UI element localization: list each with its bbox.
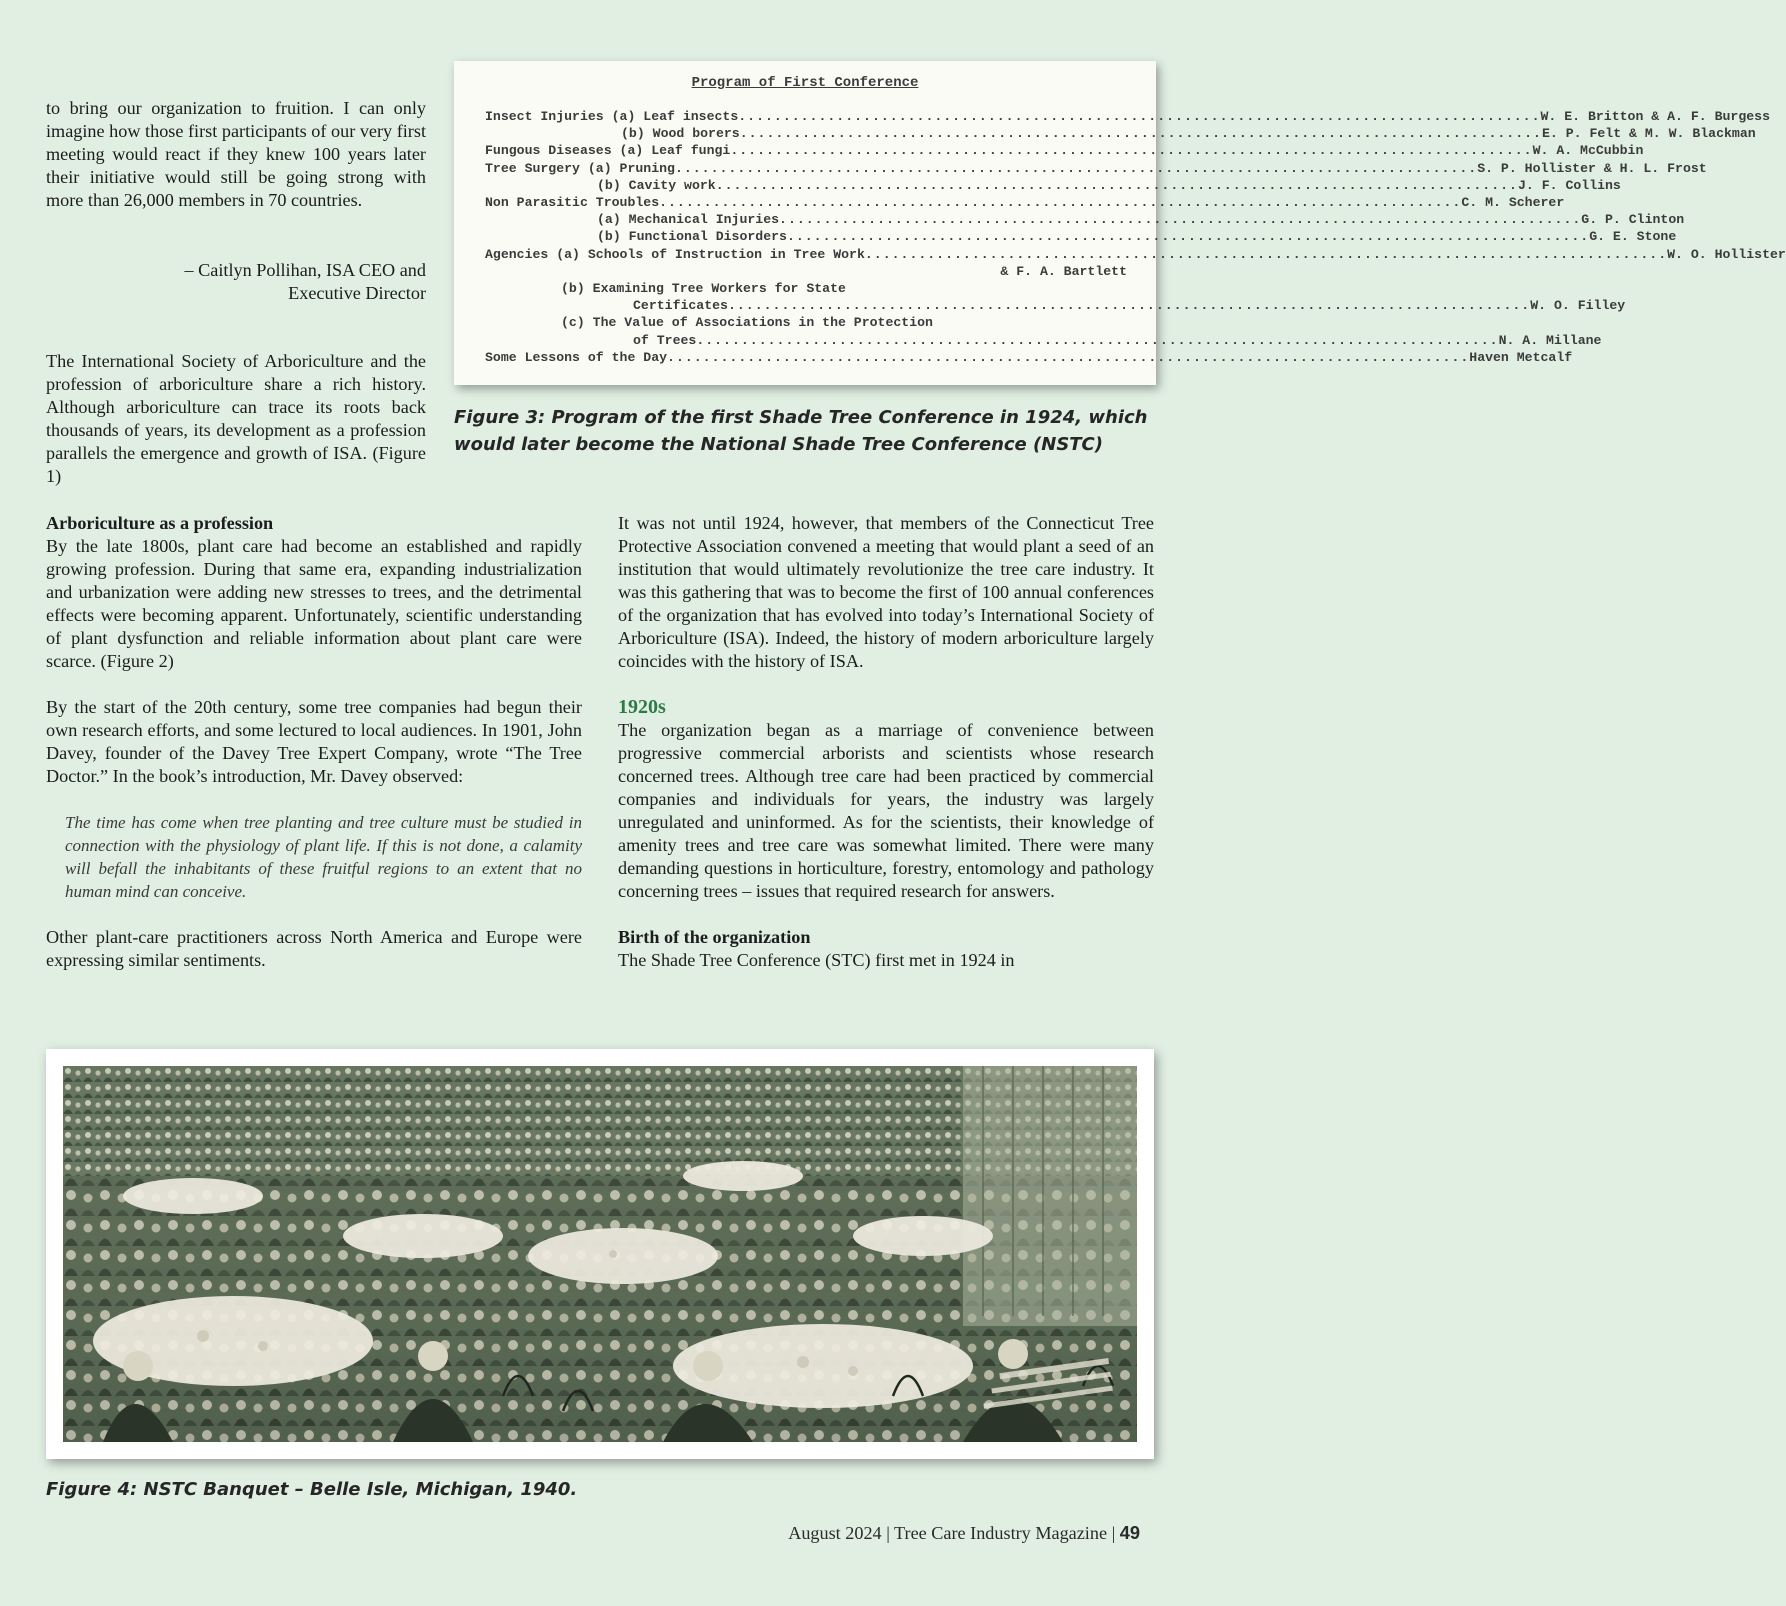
program-speaker: S. P. Hollister & H. L. Frost (1477, 160, 1707, 176)
paragraph: Other plant-care practitioners across North America and Europe were expressing similar sentiments. (46, 927, 582, 970)
program-topic: Insect Injuries (a) Leaf insects (485, 109, 739, 124)
paragraph: By the start of the 20th century, some tree companies had begun their own research efforts, and some lectured to local audiences. In 1901, John Davey, founder of the Davey Tree Expert Company, wrote “The Tree Doctor.” In the book’s introduction, Mr. Davey observed: (46, 697, 582, 786)
leader-dots: .......................................................................................... (730, 143, 1533, 159)
program-topic: Certificates (633, 298, 728, 314)
program-row (485, 142, 1644, 159)
program-row (485, 349, 1573, 366)
program-topic: (b) Wood borers (621, 126, 740, 142)
leader-dots: .......................................................................................... (739, 126, 1542, 142)
program-speaker: N. A. Millane (1498, 332, 1602, 348)
paragraph: The organization began as a marriage of convenience between progressive commercial arborists and scientists whose research concerned trees. Although tree care had been practiced by commercial companies and individuals for years, the industry was largely unregulated and uninformed. As for the scientists, their knowledge of amenity trees and tree care was somewhat limited. There were many demanding questions in horticulture, forestry, entomology and pathology concerning trees – issues that required research for answers. (618, 720, 1154, 901)
banquet-photo (63, 1066, 1137, 1442)
program-topic: (b) Functional Disorders (597, 229, 787, 245)
program-topic: (c) The Value of Associations in the Protection (561, 315, 933, 331)
section-heading-profession: Arboriculture as a profession (46, 513, 274, 533)
page-footer (788, 1520, 1140, 1546)
program-topic: (a) Mechanical Injuries (597, 212, 780, 228)
program-speaker: W. E. Britton & A. F. Burgess (1540, 109, 1770, 124)
program-row (485, 314, 1127, 331)
program-speaker: C. M. Scherer (1461, 195, 1565, 210)
program-row (485, 194, 1565, 211)
paragraph: It was not until 1924, however, that members of the Connecticut Tree Protective Association convened a meeting that would plant a seed of an institution that would ultimately revolutionize the tree care industry. It was this gathering that was to become the first of 100 annual conferences of the organization that has evolved into today’s International Society of Arboriculture (ISA). Indeed, the history of modern arboriculture largely coincides with the history of ISA. (618, 513, 1154, 671)
leader-dots: .......................................................................................... (674, 160, 1478, 176)
program-row (485, 263, 1127, 280)
program-topic: Agencies (a) Schools of Instruction in Tree Work (485, 246, 865, 262)
program-topic: (b) Examining Tree Workers for State (561, 281, 846, 296)
program-topic: Fungous Diseases (a) Leaf fungi (485, 143, 731, 159)
program-speaker: W. A. McCubbin (1532, 143, 1644, 159)
leader-dots: .......................................................................................... (864, 246, 1668, 262)
history-paragraph: The International Society of Arboriculture and the profession of arboriculture share a rich history. Although arboriculture can trace its roots back thousands of years, its development as a profession parallels the emergence and growth of ISA. (Figure 1) (46, 351, 426, 486)
program-row (485, 108, 1770, 125)
leader-dots: .......................................................................................... (738, 109, 1541, 124)
section-heading-birth: Birth of the organization (618, 927, 811, 947)
leader-dots: .......................................................................................... (779, 212, 1582, 228)
program-row (485, 332, 1602, 349)
leader-dots: .......................................................................................... (727, 298, 1531, 314)
program-row (485, 297, 1626, 314)
program-speaker: E. P. Felt & M. W. Blackman (1541, 126, 1756, 142)
program-row (485, 228, 1677, 245)
section-heading-1920s: 1920s (618, 696, 666, 718)
program-speaker: G. P. Clinton (1581, 212, 1685, 228)
program-topic: Non Parasitic Troubles (485, 195, 660, 210)
program-row (485, 125, 1756, 142)
right-column (618, 512, 1154, 972)
program-speaker: G. E. Stone (1589, 229, 1677, 245)
paragraph: By the late 1800s, plant care had become an established and rapidly growing profession. During that same era, expanding industrialization and urbanization were adding new stresses to trees, and the detrimental effects were becoming apparent. Unfortunately, scientific understanding of plant dysfunction and reliable information about plant care were scarce. (Figure 2) (46, 536, 582, 671)
program-title: Program of First Conference (691, 75, 919, 91)
leader-dots: .......................................................................................... (715, 177, 1518, 193)
page-number: 49 (1119, 1523, 1140, 1543)
leader-dots: .......................................................................................... (659, 195, 1462, 210)
program-topic: (b) Cavity work (597, 177, 716, 193)
figure-3-caption: Figure 3: Program of the first Shade Tree Conference in 1924, which would later become the National Shade Tree Conference (NSTC) (454, 407, 1148, 455)
signature-name: – Caitlyn Pollihan, ISA CEO and (184, 260, 426, 280)
program-speaker: Haven Metcalf (1469, 349, 1573, 365)
left-column (46, 512, 582, 972)
figure-4-caption: Figure 4: NSTC Banquet – Belle Isle, Michigan, 1940. (46, 1479, 578, 1500)
footer-publication: August 2024 | Tree Care Industry Magazine | (788, 1523, 1116, 1543)
program-topic: Some Lessons of the Day (485, 349, 668, 365)
leader-dots: .......................................................................................... (696, 332, 1499, 348)
paragraph: The Shade Tree Conference (STC) first met in 1924 in (618, 950, 1015, 970)
leader-dots: .......................................................................................... (667, 349, 1470, 365)
program-speaker: W. O. Filley (1530, 298, 1626, 314)
signature-title: Executive Director (288, 283, 426, 303)
program-row (485, 160, 1707, 177)
figure-4-photo-frame (46, 1049, 1154, 1459)
program-speaker: W. O. Hollister (1667, 246, 1786, 262)
program-row (485, 246, 1786, 263)
program-topic: Tree Surgery (a) Pruning (485, 160, 675, 176)
figure-3-program (454, 61, 1786, 385)
program-row (485, 280, 1127, 297)
intro-paragraph: to bring our organization to fruition. I can only imagine how those first participants of our very first meeting would react if they knew 100 years later their initiative would still be going strong with more than 26,000 members in 70 countries. (46, 98, 426, 210)
program-speaker: J. F. Collins (1517, 177, 1621, 193)
program-speaker: & F. A. Bartlett (1000, 263, 1127, 279)
program-row (485, 211, 1685, 228)
davey-quote: The time has come when tree planting and tree culture must be studied in connection with the physiology of plant life. If this is not done, a calamity will befall the inhabitants of these fruitful regions to an extent that no human mind can conceive. (65, 813, 582, 901)
signature (46, 259, 426, 305)
leader-dots: .......................................................................................... (786, 229, 1590, 245)
program-row (485, 177, 1621, 194)
program-topic: of Trees (633, 332, 697, 348)
